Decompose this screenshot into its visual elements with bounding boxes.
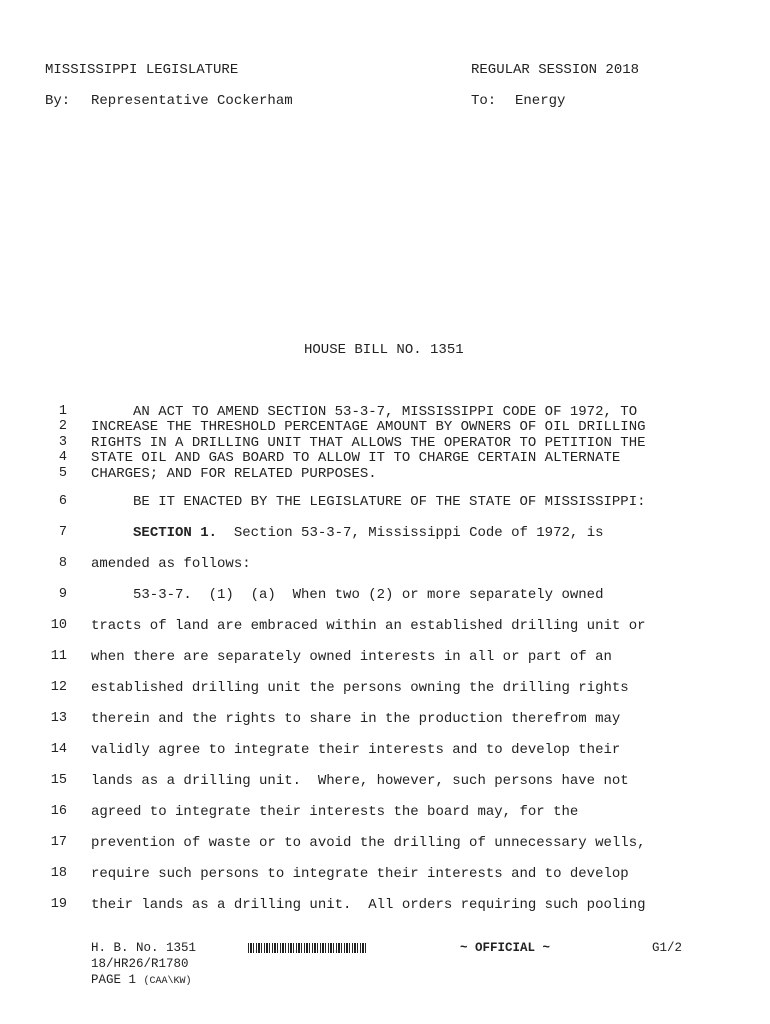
line-text: lands as a drilling unit. Where, however, such persons have not xyxy=(91,773,629,789)
line-text: CHARGES; AND FOR RELATED PURPOSES. xyxy=(91,466,377,482)
footer-official-label: ~ OFFICIAL ~ xyxy=(460,941,551,955)
line-text: BE IT ENACTED BY THE LEGISLATURE OF THE STATE OF MISSISSIPPI: xyxy=(91,494,646,510)
line-number: 13 xyxy=(50,711,67,726)
line-text: prevention of waste or to avoid the drilling of unnecessary wells, xyxy=(91,835,646,851)
barcode-image xyxy=(248,943,366,953)
line-text: established drilling unit the persons owning the drilling rights xyxy=(91,680,629,696)
line-number: 4 xyxy=(58,450,67,465)
line-number: 7 xyxy=(58,525,67,540)
sponsor-name: Representative Cockerham xyxy=(91,93,293,109)
line-text: 53-3-7. (1) (a) When two (2) or more separately owned xyxy=(91,587,604,603)
line-text: AN ACT TO AMEND SECTION 53-3-7, MISSISSIPPI CODE OF 1972, TO xyxy=(91,404,638,420)
footer-page-line xyxy=(91,973,192,989)
line-text: when there are separately owned interests in all or part of an xyxy=(91,649,612,665)
line-number: 2 xyxy=(58,419,67,434)
footer-page-code: G1/2 xyxy=(652,941,683,955)
line-text: STATE OIL AND GAS BOARD TO ALLOW IT TO CHARGE CERTAIN ALTERNATE xyxy=(91,450,621,466)
committee-name: Energy xyxy=(515,93,566,109)
line-number: 12 xyxy=(50,680,67,695)
footer-bill-number: H. B. No. 1351 xyxy=(91,941,197,955)
footer-drafter: (CAA\KW) xyxy=(143,976,192,987)
line-text xyxy=(91,525,604,541)
line-text: amended as follows: xyxy=(91,556,251,572)
line-number: 17 xyxy=(50,835,67,850)
footer-doc-code: 18/HR26/R1780 xyxy=(91,957,189,971)
line-text: their lands as a drilling unit. All orders requiring such pooling xyxy=(91,897,646,913)
indent xyxy=(91,525,133,541)
line-text: INCREASE THE THRESHOLD PERCENTAGE AMOUNT BY OWNERS OF OIL DRILLING xyxy=(91,419,646,435)
line-text: therein and the rights to share in the production therefrom may xyxy=(91,711,621,727)
line-number: 16 xyxy=(50,804,67,819)
footer-page-label: PAGE 1 xyxy=(91,973,137,987)
line-number: 6 xyxy=(58,494,67,509)
line-number: 3 xyxy=(58,435,67,450)
line-text: require such persons to integrate their interests and to develop xyxy=(91,866,629,882)
line-text: agreed to integrate their interests the board may, for the xyxy=(91,804,579,820)
bill-title: HOUSE BILL NO. 1351 xyxy=(304,342,464,358)
line-text: validly agree to integrate their interests and to develop their xyxy=(91,742,621,758)
to-label: To: xyxy=(471,93,497,109)
line-number: 18 xyxy=(50,866,67,881)
section-text: Section 53-3-7, Mississippi Code of 1972, is xyxy=(217,525,604,541)
line-text: RIGHTS IN A DRILLING UNIT THAT ALLOWS THE OPERATOR TO PETITION THE xyxy=(91,435,646,451)
session-heading: REGULAR SESSION 2018 xyxy=(471,62,640,78)
section-heading: SECTION 1. xyxy=(133,525,218,541)
line-number: 14 xyxy=(50,742,67,757)
line-number: 19 xyxy=(50,897,67,912)
line-number: 10 xyxy=(50,618,67,633)
legislature-heading: MISSISSIPPI LEGISLATURE xyxy=(45,62,239,78)
line-number: 15 xyxy=(50,773,67,788)
line-number: 11 xyxy=(50,649,67,664)
line-number: 5 xyxy=(58,466,67,481)
line-number: 1 xyxy=(58,404,67,419)
line-text: tracts of land are embraced within an established drilling unit or xyxy=(91,618,646,634)
line-number: 9 xyxy=(58,587,67,602)
by-label: By: xyxy=(45,93,71,109)
line-number: 8 xyxy=(58,556,67,571)
